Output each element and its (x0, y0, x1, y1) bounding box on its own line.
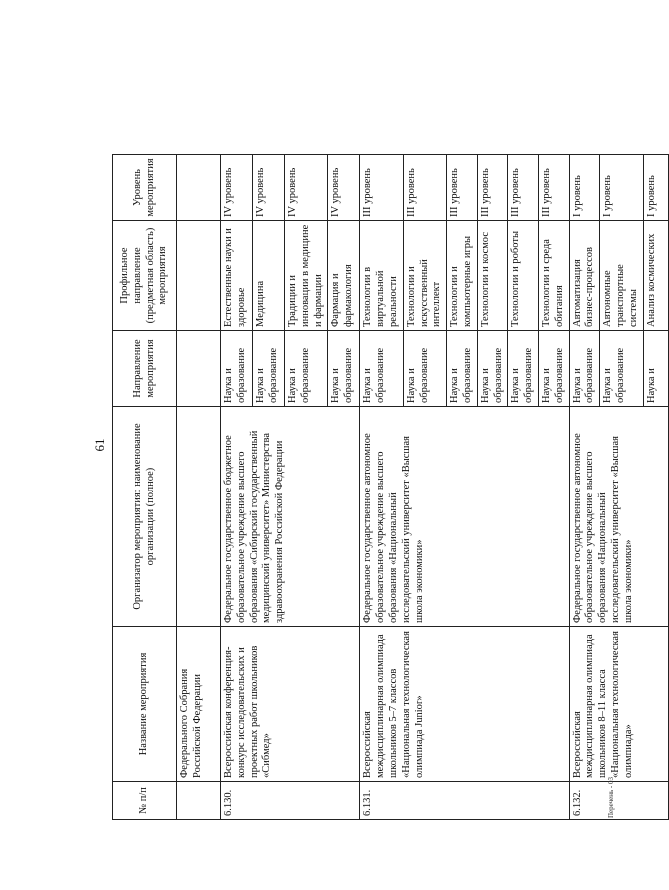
event-profile: Традиции и инновации в медицине и фармации (285, 221, 328, 331)
event-level: I уровень (600, 155, 643, 221)
event-direction: Наука и образование (221, 331, 253, 407)
event-direction (177, 331, 221, 407)
event-direction: Наука и (643, 331, 668, 407)
page-number: 61 (92, 438, 107, 452)
event-profile: Технологии и среда обитания (538, 221, 569, 331)
event-direction: Наука и образование (569, 331, 600, 407)
table-body (177, 155, 669, 820)
table-row (569, 155, 600, 820)
event-profile: Фармация и фармакология (328, 221, 360, 331)
event-level: I уровень (643, 155, 668, 221)
event-profile: Технологии в виртуальной реальности (360, 221, 403, 331)
row-number: 6.130. (221, 782, 360, 820)
event-level: III уровень (538, 155, 569, 221)
event-direction: Наука и образование (360, 331, 403, 407)
event-level: III уровень (360, 155, 403, 221)
table-row (221, 155, 253, 820)
event-profile: Технологии и роботы (508, 221, 539, 331)
event-profile: Анализ космических (643, 221, 668, 331)
event-profile: Автоматизация бизнес-процессов (569, 221, 600, 331)
event-direction: Наука и образование (600, 331, 643, 407)
header-level: Уровень мероприятия (113, 155, 177, 221)
header-direction: Направление мероприятия (113, 331, 177, 407)
table-row (177, 155, 221, 820)
event-direction: Наука и образование (328, 331, 360, 407)
event-organizer: Федеральное государственное автономное образовательное учреждение высшего образования «Национальный исследовательский университет «Высшая школа экономики» (569, 407, 668, 627)
header-num: № п/п (113, 782, 177, 820)
row-number: 6.132. (569, 782, 668, 820)
event-level: IV уровень (253, 155, 285, 221)
event-direction: Наука и образование (538, 331, 569, 407)
page-footer: Перечень - 03 (607, 777, 615, 818)
header-name: Название мероприятия (113, 627, 177, 782)
event-organizer: Федеральное государственное автономное образовательное учреждение высшего образования «Национальный исследовательский университет «Высшая школа экономики» (360, 407, 569, 627)
event-level: I уровень (569, 155, 600, 221)
event-level: III уровень (508, 155, 539, 221)
event-level: IV уровень (285, 155, 328, 221)
header-profile: Профильное направление (предметная область) мероприятия (113, 221, 177, 331)
header-org: Организатор мероприятия: наименование организации (полное) (113, 407, 177, 627)
event-profile: Автономные транспортные системы (600, 221, 643, 331)
event-level: IV уровень (221, 155, 253, 221)
row-number: 6.131. (360, 782, 569, 820)
event-name: Федерального Собрания Российской Федерации (177, 627, 221, 782)
event-level: III уровень (403, 155, 446, 221)
event-profile (177, 221, 221, 331)
row-number (177, 782, 221, 820)
event-direction: Наука и образование (447, 331, 478, 407)
event-direction: Наука и образование (508, 331, 539, 407)
event-organizer (177, 407, 221, 627)
table-header-row (113, 155, 177, 820)
events-table (112, 154, 669, 820)
event-direction: Наука и образование (477, 331, 508, 407)
event-level: III уровень (447, 155, 478, 221)
event-profile: Технологии и космос (477, 221, 508, 331)
event-name: Всероссийская междисциплинарная олимпиада школьников 5–7 классов «Национальная технологическая олимпиада Junior» (360, 627, 569, 782)
event-profile: Технологии и искусственный интеллект (403, 221, 446, 331)
event-direction: Наука и образование (253, 331, 285, 407)
event-profile: Медицина (253, 221, 285, 331)
event-organizer: Федеральное государственное бюджетное образовательное учреждение высшего образования «Сибирский государственный медицинский университет» Министерства здравоохранения Российской Федерации (221, 407, 360, 627)
event-level (177, 155, 221, 221)
event-direction: Наука и образование (285, 331, 328, 407)
table-row (360, 155, 403, 820)
event-direction: Наука и образование (403, 331, 446, 407)
event-name: Всероссийская междисциплинарная олимпиада школьников 8–11 класса «Национальная технологическая олимпиада» (569, 627, 668, 782)
event-name: Всероссийская конференция-конкурс исследовательских и проектных работ школьников «Сибмед» (221, 627, 360, 782)
event-level: IV уровень (328, 155, 360, 221)
event-profile: Технологии и компьютерные игры (447, 221, 478, 331)
event-profile: Естественные науки и здоровье (221, 221, 253, 331)
event-level: III уровень (477, 155, 508, 221)
